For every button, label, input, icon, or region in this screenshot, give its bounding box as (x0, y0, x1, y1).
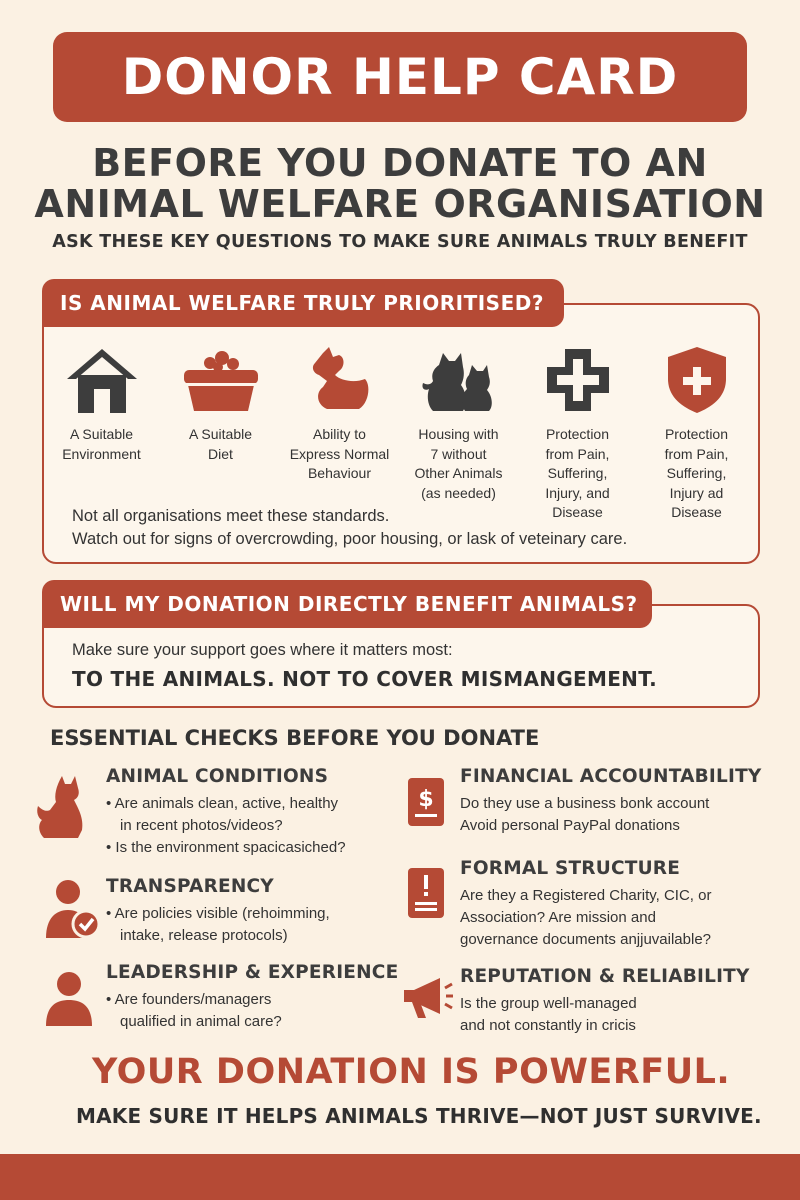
check-title-animal-conditions: ANIMAL CONDITIONS (106, 766, 329, 787)
check-line: in recent photos/videos? (120, 817, 283, 834)
footer-thrive: MAKE SURE IT HELPS ANIMALS THRIVE—NOT JUST SURVIVE. (76, 1104, 762, 1128)
check-line: Are they a Registered Charity, CIC, or (460, 887, 712, 904)
person-check-icon (42, 878, 102, 942)
shield-cross-icon (664, 345, 730, 415)
cats-icon (419, 345, 499, 415)
check-line: and not constantly in cricis (460, 1017, 636, 1034)
megaphone-icon (400, 974, 454, 1022)
check-line: • Are policies visible (rehoimming, (106, 905, 330, 922)
check-line: Is the group well-managed (460, 995, 637, 1012)
welfare-item (404, 345, 514, 520)
dollar-document-icon (406, 776, 446, 828)
bottom-bar (0, 1154, 800, 1200)
check-line: qualified in animal care? (120, 1013, 282, 1030)
welfare-item-label: Ability to Express Normal Behaviour (289, 426, 390, 481)
welfare-item-label: Protection from Pain, Suffering, Injury ad Disease (664, 426, 729, 520)
food-bowl-icon (178, 345, 264, 415)
dog-icon (305, 345, 375, 415)
welfare-item (285, 345, 395, 520)
donation-line-2: TO THE ANIMALS. NOT TO COVER MISMANGEMENT. (72, 667, 658, 691)
donation-line-1: Make sure your support goes where it matters most: (72, 641, 453, 659)
check-title-transparency: TRANSPARENCY (106, 876, 274, 897)
welfare-item (523, 345, 633, 520)
check-title-reputation: REPUTATION & RELIABILITY (460, 966, 750, 987)
welfare-note-2: Watch out for signs of overcrowding, poor housing, or lask of veteinary care. (72, 530, 628, 548)
medical-cross-icon (543, 345, 613, 415)
check-line: • Is the environment spacicasiched? (106, 839, 346, 856)
house-icon (63, 345, 141, 415)
check-line: intake, release protocols) (120, 927, 288, 944)
welfare-item-label: A Suitable Diet (188, 426, 253, 462)
page-title-line-2: ANIMAL WELFARE ORGANISATION (34, 182, 766, 226)
alert-document-icon (406, 866, 446, 920)
welfare-icons-row (42, 345, 756, 520)
page-subtitle: ASK THESE KEY QUESTIONS TO MAKE SURE ANIMALS TRULY BENEFIT (52, 232, 748, 252)
welfare-item-label: Protection from Pain, Suffering, Injury, and Disease (545, 426, 610, 520)
page-title-line-1: BEFORE YOU DONATE TO AN (92, 141, 708, 185)
welfare-item (47, 345, 157, 520)
check-line: • Are founders/managers (106, 991, 272, 1008)
person-icon (44, 970, 94, 1028)
check-line: Do they use a business bonk account (460, 795, 710, 812)
check-title-financial: FINANCIAL ACCOUNTABILITY (460, 766, 762, 787)
welfare-heading: IS ANIMAL WELFARE TRULY PRIORITISED? (42, 279, 564, 327)
welfare-item-label: A Suitable Environment (62, 426, 141, 462)
welfare-item-label: Housing with 7 without Other Animals (as needed) (414, 426, 503, 501)
check-title-formal-structure: FORMAL STRUCTURE (460, 858, 681, 879)
welfare-item (166, 345, 276, 520)
svg-text:$: $ (418, 787, 434, 812)
check-line: Avoid personal PayPal donations (460, 817, 680, 834)
check-line: Association? Are mission and (460, 909, 656, 926)
check-line: governance documents anjjuvailable? (460, 931, 712, 948)
cat-icon (34, 772, 90, 842)
check-title-leadership: LEADERSHIP & EXPERIENCE (106, 962, 399, 983)
header-banner: DONOR HELP CARD (53, 32, 747, 122)
donation-heading: WILL MY DONATION DIRECTLY BENEFIT ANIMALS? (42, 580, 652, 628)
checks-heading: ESSENTIAL CHECKS BEFORE YOU DONATE (50, 726, 540, 750)
footer-powerful: YOUR DONATION IS POWERFUL. (92, 1052, 731, 1092)
welfare-item (642, 345, 752, 520)
welfare-note-1: Not all organisations meet these standards. (72, 507, 390, 525)
check-line: • Are animals clean, active, healthy (106, 795, 339, 812)
